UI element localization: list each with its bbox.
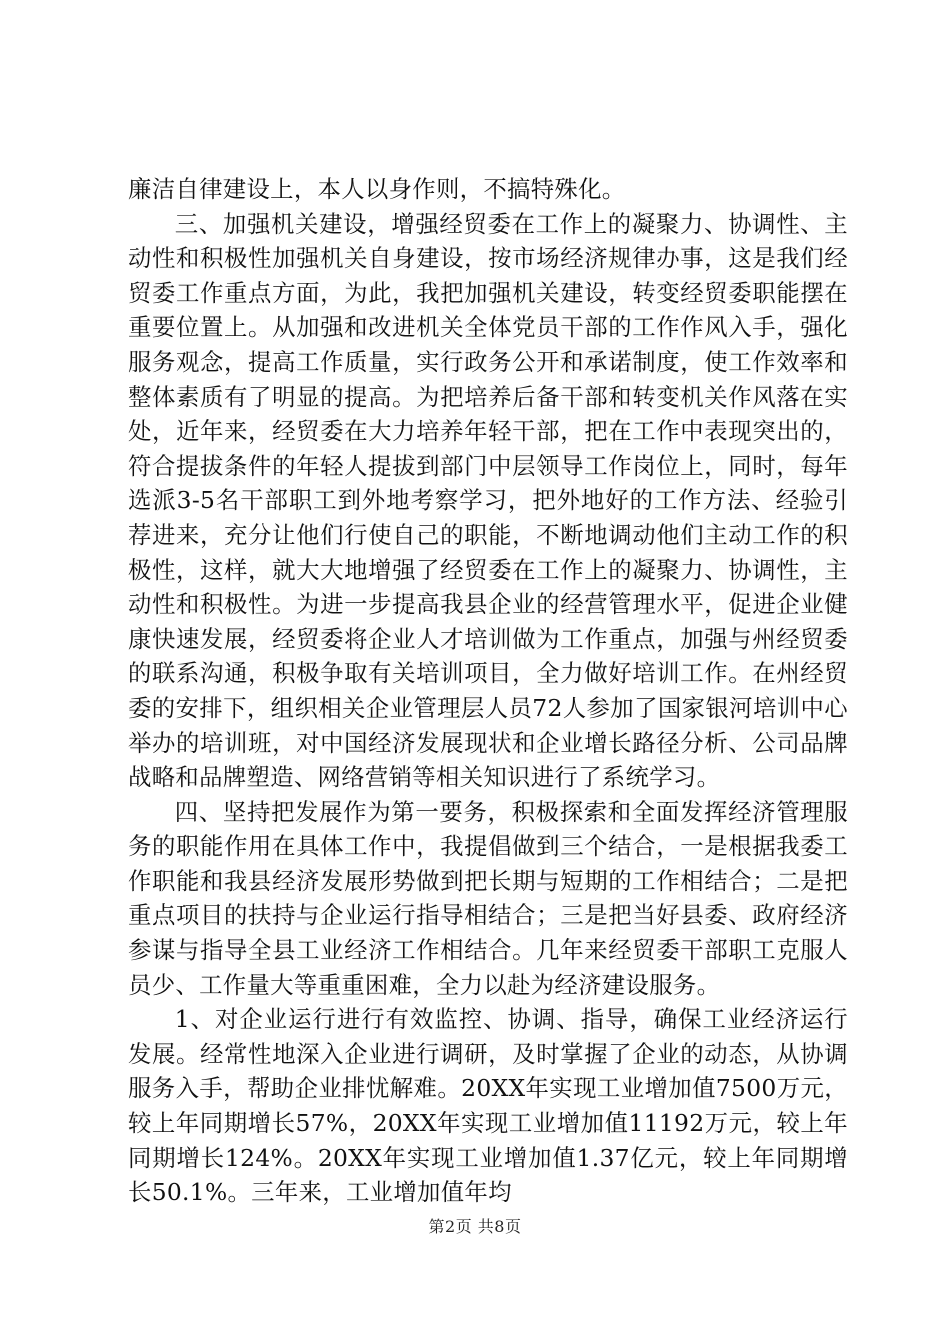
page-number-footer: 第2页 共8页 — [428, 1217, 522, 1236]
paragraph-3: 四、坚持把发展作为第一要务，积极探索和全面发挥经济管理服务的职能作用在具体工作中，我提倡做到三个结合，一是根据我委工作职能和我县经济发展形势做到把长期与短期的工作相结合；二是把重点项目的扶持与企业运行指导相结合；三是把当好县委、政府经济参谋与指导全县工业经济工作相结合。几年来经贸委干部职工克服人员少、工作量大等重重困难，全力以赴为经济建设服务。 — [128, 797, 848, 999]
paragraph-4: 1、对企业运行进行有效监控、协调、指导，确保工业经济运行发展。经常性地深入企业进行调研，及时掌握了企业的动态，从协调服务入手，帮助企业排忧解难。20XX年实现工业增加值7500万元，较上年同期增长57%，20XX年实现工业增加值11192万元，较上年同期增长124%。20XX年实现工业增加值1.37亿元，较上年同期增长50.1%。三年来，工业增加值年均 — [128, 1005, 848, 1207]
document-body — [128, 172, 848, 1210]
paragraph-2: 三、加强机关建设，增强经贸委在工作上的凝聚力、协调性、主动性和积极性加强机关自身建设，按市场经济规律办事，这是我们经贸委工作重点方面，为此，我把加强机关建设，转变经贸委职能摆在重要位置上。从加强和改进机关全体党员干部的工作作风入手，强化服务观念，提高工作质量，实行政务公开和承诺制度，使工作效率和整体素质有了明显的提高。为把培养后备干部和转变机关作风落在实处，近年来，经贸委在大力培养年轻干部，把在工作中表现突出的，符合提拔条件的年轻人提拔到部门中层领导工作岗位上，同时，每年选派3-5名干部职工到外地考察学习，把外地好的工作方法、经验引荐进来，充分让他们行使自己的职能，不断地调动他们主动工作的积极性，这样，就大大地增强了经贸委在工作上的凝聚力、协调性，主动性和积极性。为进一步提高我县企业的经营管理水平，促进企业健康快速发展，经贸委将企业人才培训做为工作重点，加强与州经贸委的联系沟通，积极争取有关培训项目，全力做好培训工作。在州经贸委的安排下，组织相关企业管理层人员72人参加了国家银河培训中心举办的培训班，对中国经济发展现状和企业增长路径分析、公司品牌战略和品牌塑造、网络营销等相关知识进行了系统学习。 — [128, 209, 848, 792]
paragraph-1: 廉洁自律建设上，本人以身作则，不搞特殊化。 — [128, 175, 626, 203]
